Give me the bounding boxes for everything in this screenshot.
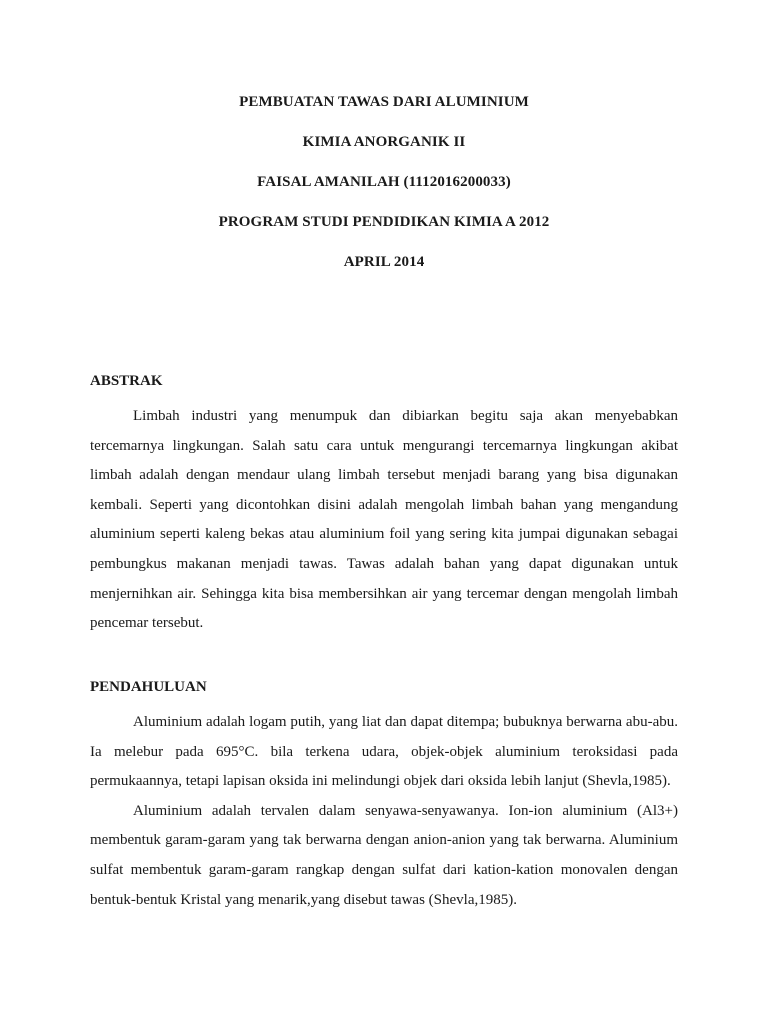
introduction-section-heading: [90, 677, 678, 697]
document-date: APRIL 2014: [343, 254, 425, 270]
abstract-section-heading: [90, 371, 678, 391]
introduction-paragraph-2: Aluminium adalah tervalen dalam senyawa-senyawanya. Ion-ion aluminium (Al3+) membentuk garam-garam yang tak berwarna dengan anion-anion yang tak berwarna. Aluminium sulfat membentuk garam-garam rangkap dengan sulfat dari kation-kation monovalen dengan bentuk-bentuk Kristal yang menarik,yang disebut tawas (Shevla,1985).: [90, 802, 678, 908]
introduction-section-body: [90, 708, 678, 915]
course-name: KIMIA ANORGANIK II: [302, 134, 466, 150]
study-program: PROGRAM STUDI PENDIDIKAN KIMIA A 2012: [218, 214, 550, 230]
title-block: [0, 92, 768, 292]
abstract-paragraph: Limbah industri yang menumpuk dan dibiarkan begitu saja akan menyebabkan tercemarnya lingkungan. Salah satu cara untuk mengurangi tercemarnya lingkungan akibat limbah adalah dengan mendaur ulang limbah tersebut menjadi barang yang bisa digunakan kembali. Seperti yang dicontohkan disini adalah mengolah limbah bahan yang mengandung aluminium seperti kaleng bekas atau aluminium foil yang sering kita jumpai digunakan sebagai pembungkus makanan menjadi tawas. Tawas adalah bahan yang dapat digunakan untuk menjernihkan air. Sehingga kita bisa membersihkan air yang tercemar dengan mengolah limbah pencemar tersebut.: [90, 408, 678, 632]
introduction-paragraph-1: Aluminium adalah logam putih, yang liat dan dapat ditempa; bubuknya berwarna abu-abu. Ia melebur pada 695°C. bila terkena udara, objek-objek aluminium teroksidasi pada permukaannya, tetapi lapisan oksida ini melindungi objek dari oksida lebih lanjut (Shevla,1985).: [90, 714, 678, 790]
introduction-heading: PENDAHULUAN: [90, 679, 207, 695]
abstract-section-body: [90, 402, 678, 639]
abstract-heading: ABSTRAK: [90, 373, 163, 389]
author-name: FAISAL AMANILAH (1112016200033): [257, 174, 511, 190]
document-title: PEMBUATAN TAWAS DARI ALUMINIUM: [239, 94, 529, 110]
